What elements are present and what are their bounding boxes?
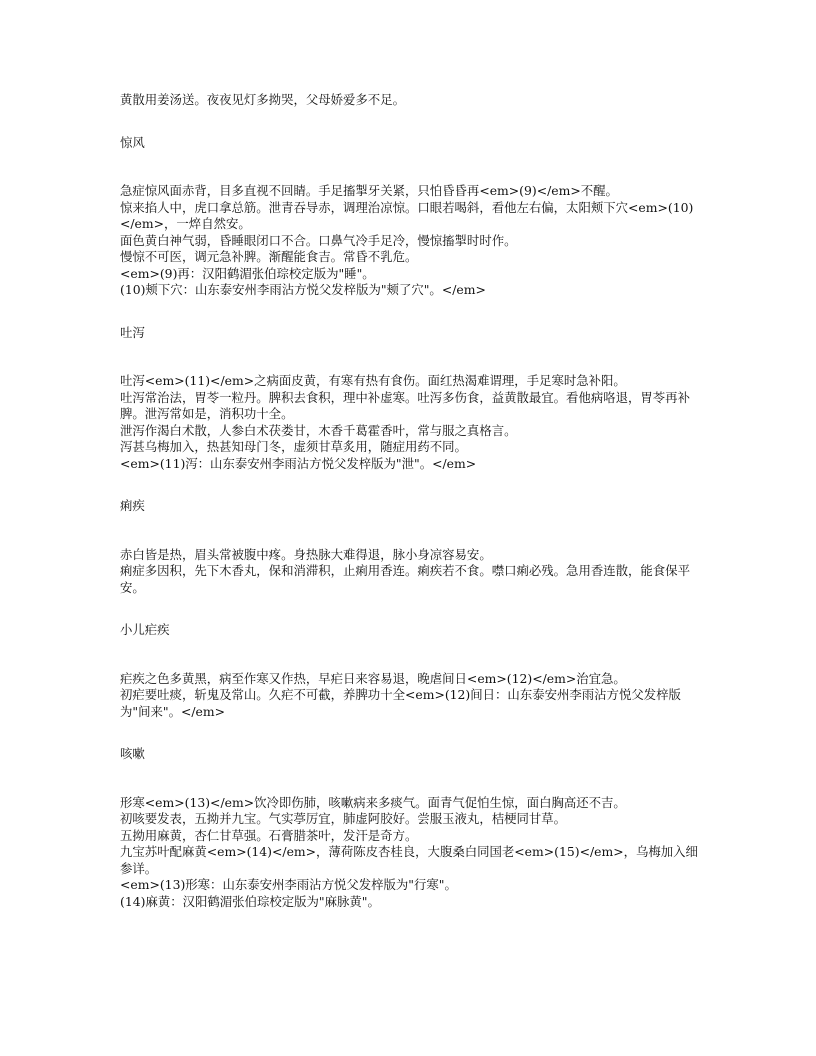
body-line: 泄泻作渴白术散，人参白术茯娄甘，木香千葛霍香叶，常与服之真格言。 (120, 422, 517, 438)
body-line: 疟疾之色多黄黑，病至作寒又作热，早疟日来容易退，晚虐间日<em>(12)</em>治宜急。 (120, 670, 626, 686)
body-line: 慢惊不可医，调元急补脾。渐醒能食吉。常昏不乳危。 (120, 249, 418, 264)
section-heading-tuxie: 吐泻 (120, 324, 145, 340)
intro-line: 黄散用姜汤送。夜夜见灯多拗哭，父母娇爱多不足。 (120, 92, 405, 107)
body-line: 九宝苏叶配麻黄<em>(14)</em>，薄荷陈皮杏桂良，大腹桑白同国老<em>(15)</em>，乌梅加入细参详。 (120, 844, 698, 876)
body-line: 赤白皆是热，眉头常被腹中疼。身热脉大难得退，脉小身凉容易安。 (120, 546, 492, 562)
section-heading-kesou: 咳嗽 (120, 746, 145, 761)
section-heading-liji: 痢疾 (120, 498, 145, 513)
body-line: 初咳要发表，五拗并九宝。气实葶厉宜，肺虚阿胶好。尝服玉液丸，桔梗同甘草。 (120, 811, 567, 826)
footnote-line: (10)颊下穴：山东泰安州李雨沾方悦父发梓版为"颊了穴"。</em> (120, 282, 486, 297)
footnote-line: <em>(11)泻：山东泰安州李雨沾方悦父发梓版为"泄"。</em> (120, 455, 477, 471)
section-heading-nueji: 小儿疟疾 (120, 622, 170, 637)
body-line: 吐泻<em>(11)</em>之病面皮黄，有寒有热有食伤。面红热渴难谓理，手足寒时急补阳。 (120, 373, 626, 388)
body-line: 五拗用麻黄，杏仁甘草强。石膏腊茶叶，发汗是奇方。 (120, 827, 418, 843)
footnote-line: <em>(13)形寒：山东泰安州李雨沾方悦父发梓版为"行寒"。 (120, 877, 457, 892)
body-line: 急症惊风面赤背，目多直视不回睛。手足搐掣牙关紧，只怕昏昏再<em>(9)</em>不醒。 (120, 183, 618, 198)
body-line: 初疟要吐痰，斩鬼及常山。久疟不可截，养脾功十全<em>(12)间日：山东泰安州李雨沾方悦父发梓版为"间来"。</em> (120, 687, 681, 719)
body-line: 面色黄白神气弱，昏睡眼闭口不合。口鼻气冷手足冷，慢惊搐掣时时作。 (120, 232, 517, 248)
body-line: 痢症多因积，先下木香丸，保和消滞积，止痢用香连。痢疾若不食。噤口痢必残。急用香连散，能食保平安。 (120, 563, 690, 595)
footnote-line: <em>(9)再：汉阳鹤湄张伯琮校定版为"睡"。 (120, 265, 375, 281)
section-heading-jingfeng: 惊风 (120, 134, 145, 150)
footnote-line: (14)麻黄：汉阳鹤湄张伯琮校定版为"麻脉黄"。 (120, 893, 380, 909)
body-line: 泻甚乌梅加入，热甚知母门冬，虚须甘草炙用，随症用药不同。 (120, 439, 467, 454)
document-page (120, 92, 704, 910)
body-line: 吐泻常治法，胃苓一粒丹。脾积去食积，理中补虚寒。吐泻多伤食，益黄散最宜。看他病咯退，胃苓再补脾。泄泻常如是，消积功十全。 (120, 389, 690, 421)
body-line: 形寒<em>(13)</em>饮冷即伤肺，咳嗽病来多痰气。面青气促怕生惊，面白胸高还不吉。 (120, 794, 626, 810)
body-line: 惊来掐人中，虎口拿总筋。泄青吞导赤，调理治凉惊。口眼若喝斜，看他左右偏，太阳颊下穴<em>(10)</em>，一焠自然安。 (120, 199, 694, 231)
